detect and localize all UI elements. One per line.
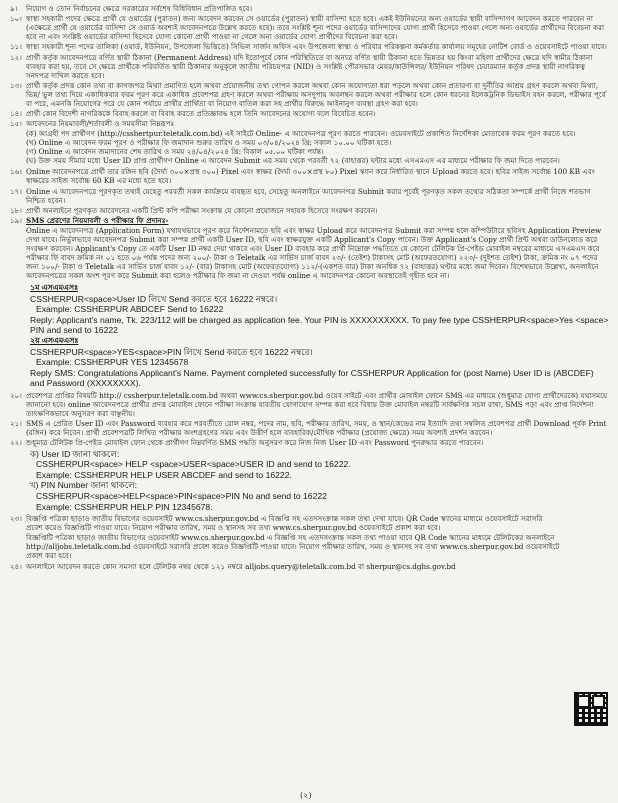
clause-9: ৯। নিয়োগ ও তোন নির্বাচনের ক্ষেত্রে সরকারের সর্বশেষ বিধিবিধান প্রতিপালিত হবে। [10, 4, 253, 13]
first-sms-reply: Reply: Applicant's name, Tk. 223/112 will be charged as application fee. Your PIN is XXXXXXXXXX. To pay fee type CSSHERPUR<space>Yes <space> PIN and send to 16222 [30, 314, 609, 336]
subitem-ka: (ক) আগ্রহী পদ প্রার্থীগণ (http://csshertpur.teletalk.com.bd) এই সাইটে Online- এ আবেদনপত্র পূরণ করতে পারবেন। ওয়েবসাইটে প্রকাশিত নির্দেশিকা মোতাবেক ফরম পূরণ করতে হবে। [26, 129, 576, 139]
clause-10: ১০। স্বাস্থ্য সহকারী পদের ক্ষেত্রে প্রার্থী যে ওয়ার্ডের (পুরাতন) জন্য আবেদন করবেন সে ওয়ার্ডের (পুরাতন) স্থায়ী বাসিন্দা হতে হবে। একই ইউনিয়নের অন্য ওয়ার্ডের স্থায়ী বাসিন্দাগণ আবেদন করতে পারবেন না (এক্ষেত্রে প্রার্থী যে ওয়ার্ডের বাসিন্দা সে ওয়ার্ড অবশ্যই আবেদনপত্রে উল্লেখ করতে হবে)। তবে সংশ্লিষ্ট শূন্য পদের ওয়ার্ডের বাসিন্দাদের যোগ্য প্রার্থী হিসেবে পাওয়া গেলে অন্য ওয়ার্ডের প্রার্থীদের বিবেচনা করা হবে না এবং সংশ্লিষ্ট ওয়ার্ডের বাসিন্দা হিসেবে যোগ্য কোনো প্রার্থী পাওয়া না গেলে অন্য ওয়ার্ডের যোগ্য প্রার্থীদের বিবেচনা করা হবে। [10, 14, 605, 42]
items-group-2 [10, 167, 610, 225]
subitem-kha: (খ) Online এ আবেদন ফরম পূরণ ও পরীক্ষার ফি জমাদান শুরুর তারিখ ও সময় ০৩/০৪/২০২৪ খ্রি: সকাল ১০.০০ ঘটিকা হতে। [26, 138, 392, 148]
clause-23: ২৩। বিজ্ঞপ্তি পত্রিকা ছাড়াও জাতীয় বিভাগের ওয়েবসাইট www.cs.sherpur.gov.bd এ বিজ্ঞপ্তি সহ এতদসংক্রান্ত সকল তথ্য দেখা যাবে। QR Code স্ক্যানের মাধ্যমে ওয়েবসাইটে সরাসরি প্রবেশ করেও বিজ্ঞপ্তিটি পাওয়া যাবে। নিয়োগ পরীক্ষার তারিখ, সময় ও স্থানসহ সব তথ্য www.cs.sherpur.gov.bd ওয়েবসাইটে প্রকাশ করা হবে। [10, 514, 543, 533]
clause-21: ২১। SMS এ প্রেরিত User ID এবং Password ব্যবহার করে পরবর্তীতে রোল নম্বর, পদের নাম, ছবি, পরীক্ষার তারিখ, সময়, ও স্থান/কেন্দ্রের নাম ইত্যাদি তথ্য সম্বলিত প্রবেশপত্র প্রার্থী Download পূর্বক Print (রঙ্গিন) করে নিবেন। প্রার্থী প্রবেশপত্রটি লিখিত পরীক্ষায় অংশগ্রহণের সময় এবং উত্তীর্ণ হলে ব্যবহারিক/মৌখিক পরীক্ষার (প্রযোজ্য ক্ষেত্রে) সময় অবশ্যই প্রদর্শন করবেন। [10, 419, 607, 438]
clause-14: ১৪। প্রার্থী কোন বিদেশী নাগরিককে বিবাহ করলে বা বিবাহ করতে প্রতিজ্ঞাবদ্ধ হলে তিনি আবেদনের অযোগ্য বলে বিবেচিত হবেন। [10, 108, 376, 118]
second-sms-heading: ২য় এসএমএসঃ [30, 336, 79, 346]
clause-15: ১৫। আবেদনের নিয়মাবলী/শর্তাবলী ও সময়সীমা নিম্নরূপঃ [10, 119, 175, 129]
second-sms-reply: Reply SMS: Congratulations Applicant's Name. Payment completed successfully for CSSHERPUR Application for (post Name) User ID is (ABCDEF) and Password (XXXXXXXX). [30, 367, 594, 389]
clause-22: ২২। শুধুমাত্র টেলিটক প্রি-পেইড মোবাইল ফোন থেকে প্রার্থীগণ নিম্নবর্ণিত SMS পদ্ধতি অনুসরণ করে নিজ নিজ User ID এবং Password পুনরুদ্ধার করতে পারবেন। [10, 438, 484, 448]
clause-15-subitems [10, 129, 610, 165]
first-sms-format: CSSHERPUR<space>User ID লিখে Send করতে হবে 16222 নম্বরে। [30, 293, 278, 304]
clause-13: ১৩। প্রার্থী কর্তৃক প্রদত্ত কোন তথ্য বা কাগজপত্র মিথ্যা প্রমাণিত হলে অথবা প্রয়োজনীয় তথ্য গোপন করলে অথবা কোন অযোগ্যতা ধরা পড়লে অথবা কোন প্রতারণা বা দুর্নীতির আশ্রয় গ্রহণ করলে অথবা মিথ্যা, ভিন্ন/ ভুল তথ্য দিয়ে একাধিকবার ফরম পূরণ করে একাধিক প্রবেশপত্র গ্রহণ করলে অথবা পরীক্ষায় অসদুপায় অবলম্বন করলে অথবা পরীক্ষার হলে কোন ধরনের ইলেকট্রনিক ডিভাইস বহন করলে, পরীক্ষার পূর্বে বা পরে, এমনকি নিয়োগের পরে যে কোন পর্যায়ে প্রার্থীর প্রার্থিতা বা নিয়োগ বাতিল করা সহ প্রার্থীর বিরুদ্ধে আইনানুগ ব্যবস্থা গ্রহণ করা হবে। [10, 80, 606, 108]
clause-24: ২৪। অনলাইনে আবেদন করতে কোন সমস্যা হলে টেলিটক নম্বর থেকে ১২১ নম্বরে alljobs.query@teletalk.com.bd বা sherpur@cs.dghs.gov.bd [10, 561, 456, 571]
recovery-block [10, 449, 610, 513]
user-id-known-heading: ক) User ID জানা থাকলে: [30, 448, 120, 459]
clause-16: ১৬। Online আবেদনপত্রে প্রার্থী তার রঙ্গিন ছবি (দৈর্ঘ্য ৩০০×প্রস্থ ৩০০) Pixel এবং স্বাক্ষর (দৈর্ঘ্য ৩০০×প্রস্থ ৮০) Pixel স্ক্যান করে নির্ধারিত স্থানে Upload করতে হবে। ছবির সাইজ সর্বোচ্চ 100 KB এবং স্বাক্ষরের সাইজ সর্বোচ্চ 60 KB এর মধ্যে হতে হবে। [10, 167, 595, 186]
items-group-3 [10, 391, 610, 447]
clause-17: ১৭। Online এ আবেদনপত্রে পূরণকৃত তথ্যই যেহেতু পরবর্তী সকল কার্যক্রমে ব্যবহৃত হবে, সেহেতু অনলাইনে আবেদনপত্র Submit করার পূর্বেই পূরণকৃত সকল তথ্যের সঠিকতা সম্পর্কে প্রার্থী নিজে শতভাগ নিশ্চিত হবেন। [10, 186, 591, 205]
clause-11: ১১। স্বাস্থ্য সহকারী শূন্য পদের তালিকা (ওয়ার্ড, ইউনিয়ন, উপজেলা ভিত্তিতে) সিভিল সার্জন অফিস এবং উপজেলা স্বাস্থ্য ও পরিবার পরিকল্পনা কর্মকর্তার কার্যালয় সমূহের নোটিশ বোর্ড ও ওয়েবসাইটে পাওয়া যাবে। [10, 42, 607, 52]
user-id-help-format: CSSHERPUR<space> HELP <space>USER<space>USER ID and send to 16222. [36, 459, 351, 470]
subitem-ga: (গ) Online এ আবেদন জমাদানের শেষ তারিখ ও সময় ২৪/০৪/২০২৪ খ্রি: বিকাল ০৫.০০ ঘটিকা পর্যন্ত। [26, 147, 324, 157]
clause-20: ২০। প্রবেশপত্র প্রাপ্তির বিষয়টি http:// cssherpur.teletalk.com.bd অথবা www.cs.sherpur.gov.bd ওয়েব সাইটে এবং প্রার্থীর মোবাইল ফোনে SMS এর মাধ্যমে (শুধুমাত্র যোগ্য প্রার্থীদেরকে) যথাসময়ে জানানো হবে। online আবেদনপত্রে প্রার্থীর প্রদত্ত মোবাইল ফোনে পরীক্ষা সংক্রান্ত যাবতীয় যোগাযোগ সম্পন্ন করা হবে বিধায় উক্ত মোবাইল নম্বরটি সার্বক্ষণিক সচল রাখা, SMS পড়া এবং প্রাপ্ত নির্দেশনা তাৎক্ষণিকভাবে অনুসরণ করা বাঞ্ছনীয়। [10, 391, 608, 418]
qr-code-icon[interactable] [574, 692, 608, 726]
items-group-4 [10, 514, 610, 570]
subitem-gha: (ঘ) উক্ত সময় সীমার মধ্যে User ID প্রাপ্ত প্রার্থীগণ Online এ আবেদন Submit এর সময় থেকে পরবর্তী ৭২ (বাহাত্তর) ঘন্টার মধ্যে এসএমএস এর মাধ্যমে পরীক্ষার ফি জমা দিতে পারবেন। [26, 156, 560, 166]
first-sms-example: Example: CSSHERPUR ABDCEF Send to 16222 [36, 304, 224, 315]
page-number: (২) [300, 791, 312, 800]
pin-help-format: CSSHERPUR<space>HELP<space>PIN<space>PIN No and send to 16222 [36, 490, 327, 501]
first-sms-heading: ১ম এসএমএসঃ [30, 283, 79, 293]
clause-12: ১২। প্রার্থী কর্তৃক আবেদনপত্রে বর্ণিত স্থায়ী ঠিকানা (Permanent Address) যদি ইতোপূর্বে কোন পরিস্থিতিতে বা অন্যত্র বর্ণিত স্থায়ী ঠিকানা হতে ভিন্নতর হয় কিংবা মহিলা প্রার্থীদের ক্ষেত্রে যদি স্বামীর ঠিকানা ব্যবহার করা হয়, তবে সে ক্ষেত্রে প্রার্থীকে পরিবর্তিত স্থায়ী ঠিকানার অনুকূলে জাতীয় পরিচয়পত্র (NID) ও সংশ্লিষ্ট পৌরসভার মেয়র/কাউন্সিলর/ ইউনিয়ন পরিষদ চেয়ারম্যান কর্তৃক প্রদত্ত স্থায়ী নাগরিকত্ব সনদপত্র দাখিল করতে হবে। [10, 52, 593, 80]
clause-19: ১৯। SMS প্রেরণের নিয়মাবলী ও পরীক্ষার ফি প্রদানঃ- [10, 215, 169, 225]
user-id-help-example: Example: CSSHERPUR HELP USER ABCDEF and send to 16222. [36, 469, 292, 480]
sms-instructions: Online এ আবেদনপত্র (Application Form) যথাযথভাবে পূরণ করে নির্দেশনামতে ছবি এবং স্বাক্ষর Upload করে আবেদনপত্র Submit করা সম্পন্ন হলে কম্পিউটারে ছবিসহ Application Preview দেখা যাবে। নির্ভুলভাবে আবেদনপত্র Submit করা সম্পন্ন প্রার্থী একটি User ID, ছবি এবং স্বাক্ষরযুক্ত একটি Applicant's Copy পাবেন। উক্ত Applicant's Copy প্রার্থী প্রিন্ট অথবা ডাউনলোড করে সংরক্ষণ করবেন। Applicant's Copy তে একটি User ID নম্বর দেয়া থাকবে এবং User ID ব্যবহার করে প্রার্থী নিম্নোক্ত পদ্ধতিতে যে কোনো টেলিটক প্রি-পেইড মোবাইল নম্বরের মাধ্যমে এসএমএস করে পরীক্ষার ফি বাবদ ক্রমিক নং ০১ হতে ০৬ পর্যন্ত পদের জন্য ২০০/- টাকা ও Teletalk এর সার্ভিস চার্জ বাবদ ২৩/- (তেইশ) টাকাসহ মোট (অফেরতযোগ্য) ২২৩/- (দুইশত তেইশ) টাকা, ক্রমিক নং ০৭ পদের জন্য ১০০/- টাকা ও Teletalk এর সার্ভিস চার্জ বাবদ ১২/- (বার) টাকাসহ মোট (অফেরতযোগ্য) ১১২/-(একশত বার) টাকা অনধিক ৭২ (বাহাত্তর) ঘণ্টার মধ্যে জমা দিবেন। বিশেষভাবে উল্লেখ্য, অনলাইনে আবেদনপত্রের সকল অংশ পূরণ করে Submit করা হলেও পরীক্ষার ফি জমা না দেওয়া পর্যন্ত online এ আবেদনপত্র কোনো অবস্থাতেই গৃহীত হবে না। [26, 226, 602, 281]
second-sms-format: CSSHERPUR<space>YES<space>PIN লিখে Send করতে হবে 16222 নম্বরে। [30, 346, 313, 357]
clause-18: ১৮। প্রার্থী অনলাইনে পূরণকৃত আবেদনের একটি প্রিন্ট কপি পরীক্ষা সংক্রান্ত যে কোনো প্রয়োজনে সহায়ক হিসেবে সংরক্ষণ করবেন। [10, 205, 378, 215]
sms-format-block [10, 283, 610, 389]
pin-known-heading: খ) PIN Number জানা থাকলে: [30, 480, 138, 491]
clause-23b: বিজ্ঞপ্তিটি পত্রিকা ছাড়াও জাতীয় বিভাগের ওয়েবসাইট www.cs.sherpur.gov.bd এ বিজ্ঞপ্তি সহ এতদসংক্রান্ত সকল তথ্য পাওয়া যাবে QR Code স্ক্যানের মাধ্যমে টেলিটকের অনলাইনে http://alljobs.teletalk.com.bd ওয়েবসাইটে সরাসরি প্রবেশ করেও বিজ্ঞপ্তিটি পাওয়া যাবে। নিয়োগ পরীক্ষার তারিখ, সময় ও স্থানসহ সব তথ্য www.cs.sherpur.gov.bd ওয়েবসাইটে প্রকাশ করা হবে। [26, 533, 560, 561]
second-sms-example: Example: CSSHERPUR YES 12345678 [36, 357, 189, 368]
items-group-1 [10, 4, 610, 128]
pin-help-example: Example: CSSHERPUR HELP PIN 12345678. [36, 501, 213, 512]
